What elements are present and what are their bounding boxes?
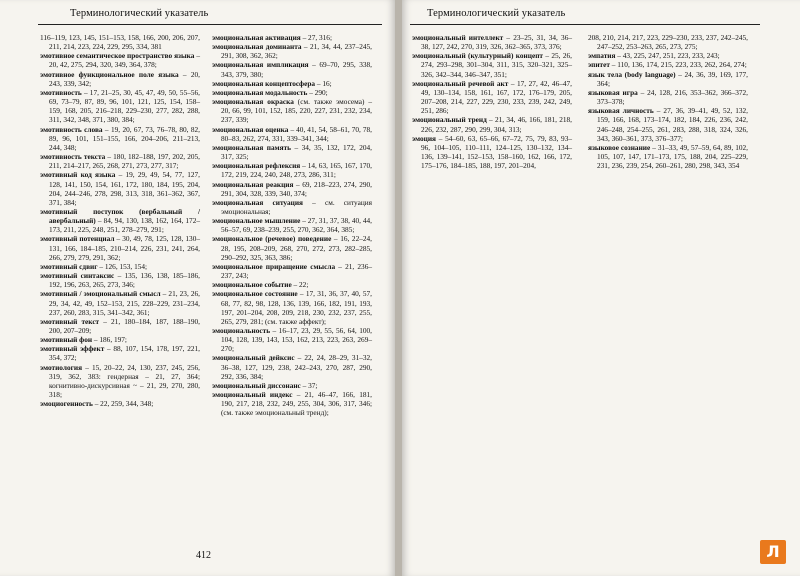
index-pages: – см. ситуация эмоциональная;	[221, 197, 373, 216]
index-pages: – 19, 20, 67, 73, 76–78, 80, 82, 89, 96, 101, 151–155, 166, 204–206, 211–213, 244, 348;	[49, 124, 200, 152]
index-term: эмоциональный интеллект	[412, 33, 504, 42]
index-pages: – 22;	[291, 280, 309, 290]
index-entry	[40, 289, 200, 316]
index-pages: – 20, 42, 275, 294, 320, 349, 364, 378;	[49, 51, 200, 70]
index-term: язык тела (body language)	[588, 69, 676, 79]
index-pages: – 84, 94, 130, 138, 162, 164, 172–173, 211, 225, 248, 251, 278–279, 291;	[49, 216, 200, 235]
index-pages: – 21, 46–47, 166, 181, 190, 217, 218, 232, 249, 255, 304, 306, 317, 346; (см. также эмоциональный тренд);	[221, 390, 372, 418]
index-entry	[212, 125, 372, 143]
index-entry	[212, 180, 372, 198]
index-term: эмотивное функциональное поле языка	[40, 69, 179, 79]
left-index-column-1	[40, 33, 200, 408]
index-pages: – 27, 316;	[300, 33, 332, 42]
right-running-header: Терминологический указатель	[427, 8, 566, 19]
index-pages: – 31–33, 49, 57–59, 64, 89, 102, 105, 107, 147, 171–173, 175, 188, 204, 225–229, 231, 236, 239, 254, 260–261, 280, 298, 343, 354	[597, 142, 748, 171]
left-header-rule	[38, 24, 382, 25]
index-pages: – 16, 22–24, 28, 195, 208–209, 268, 270, 272, 273, 282–285, 290–292, 325, 363, 386;	[221, 234, 373, 262]
index-entry	[40, 70, 200, 88]
index-pages: – 37;	[300, 380, 318, 390]
index-term: эмоциональность	[212, 326, 271, 335]
index-term: эмоциональная ситуация	[212, 197, 303, 207]
index-pages: – 135, 136, 138, 185–186, 192, 196, 263, 265, 273, 346;	[49, 271, 200, 290]
index-term: эмоциональный индекс	[212, 390, 293, 400]
index-term: эмотивный потенциал	[40, 234, 115, 244]
index-entry	[40, 271, 200, 289]
index-pages: – 25, 26, 274, 293–298, 301–304, 311, 315, 320–321, 325–326, 342–344, 346–347, 351;	[421, 51, 572, 79]
left-running-header: Терминологический указатель	[70, 8, 209, 19]
index-entry	[40, 152, 200, 170]
index-entry	[412, 33, 572, 51]
index-entry	[40, 51, 200, 69]
index-pages: – 22, 24, 28–29, 31–32, 36–38, 127, 129, 238, 242–243, 270, 287, 290, 292, 336, 384;	[221, 353, 372, 381]
index-entry	[212, 390, 372, 417]
index-term: эмотивность текста	[40, 152, 106, 162]
index-pages: – 40, 41, 54, 58–61, 70, 78, 80–83, 262, 274, 331, 339–341, 344;	[221, 124, 373, 143]
index-entry	[412, 115, 572, 133]
index-entry	[212, 326, 372, 353]
index-term: эмотивный / эмоциональный смысл	[40, 289, 161, 299]
index-entry	[588, 60, 748, 69]
page-number: 412	[196, 550, 211, 561]
index-term: языковая личность	[588, 106, 654, 116]
index-entry	[212, 97, 372, 124]
index-pages: – 21, 180–184, 187, 188–190, 200, 207–209;	[49, 316, 200, 335]
index-pages: 208, 210, 214, 217, 223, 229–230, 233, 237, 242–245, 247–252, 253–263, 265, 273, 275;	[588, 33, 748, 52]
index-entry	[212, 234, 372, 261]
index-entry	[212, 198, 372, 216]
index-entry	[588, 70, 748, 88]
index-entry	[588, 143, 748, 170]
index-pages: – 290;	[307, 87, 328, 97]
index-entry	[212, 216, 372, 234]
index-term: эмоциогенность	[40, 399, 93, 409]
index-entry	[40, 125, 200, 152]
index-pages: – 15, 20–22, 24, 130, 237, 245, 256, 319, 362, 383: гендерная – 21, 27, 364; когнитивно-дискурсивная ~ – 21, 29, 270, 280, 318;	[49, 362, 200, 400]
index-pages: – 17, 27, 42, 46–47, 49, 130–134, 158, 161, 167, 172, 176–179, 205, 207–208, 214, 227, 229, 230, 233, 239, 242, 249, 251, 286;	[421, 78, 572, 116]
index-term: эмоциональная концептосфера	[212, 78, 316, 88]
index-pages: – 69, 218–223, 274, 290, 291, 304, 328, 339, 340, 374;	[221, 179, 373, 198]
index-pages: – 16–17, 23, 29, 55, 56, 64, 100, 104, 128, 139, 143, 153, 162, 213, 223, 263, 269–270;	[221, 326, 372, 354]
right-header-rule	[410, 24, 760, 25]
index-pages: – 110, 136, 174, 215, 223, 233, 262, 264, 274;	[609, 60, 747, 70]
index-entry	[40, 317, 200, 335]
index-entry	[412, 79, 572, 116]
index-term: эмоциональная модальность	[212, 87, 308, 97]
index-term: эмоциональная реакция	[212, 179, 294, 189]
index-pages: – 27, 31, 37, 38, 40, 44, 56–57, 69, 238–239, 255, 270, 362, 364, 385;	[221, 216, 372, 235]
index-pages: – 17, 21–25, 30, 45, 47, 49, 50, 55–56, 69, 73–79, 87, 89, 96, 101, 121, 125, 154, 158–159, 168, 205, 216–218, 229–230, 277, 282, 288, 311, 342, 348, 371, 380, 384;	[49, 87, 200, 125]
index-pages: – 21, 236–237, 243;	[221, 261, 372, 281]
index-entry	[588, 106, 748, 143]
index-pages: – 19, 29, 49, 54, 77, 127, 128, 141, 150, 154, 161, 172, 180, 184, 195, 204, 204, 244–246, 278, 298, 313, 318, 361–362, 367, 371, 384;	[49, 170, 200, 207]
index-pages: – 20, 243, 339, 342;	[49, 69, 200, 88]
index-entry	[212, 79, 372, 88]
index-pages: – 43, 225, 247, 251, 223, 233, 243;	[615, 51, 720, 61]
index-term: эмоциональная память	[212, 142, 292, 152]
index-term: эмоциональная окраска	[212, 97, 294, 107]
index-entry	[412, 51, 572, 78]
index-term: эмоция	[412, 133, 436, 143]
left-index-column-2	[212, 33, 372, 418]
index-pages: – 22, 259, 344, 348;	[92, 399, 154, 409]
index-pages: – 14, 63, 165, 167, 170, 172, 219, 224, 240, 248, 273, 286, 311;	[221, 161, 372, 180]
index-term: эмоциональная рефлексия	[212, 161, 301, 171]
index-pages: – 54–60, 63, 65–66, 67–72, 75, 79, 83, 93–96, 104–105, 110–111, 124–125, 130–132, 134–136, 139–141, 152–153, 158–160, 162, 166, 172, 175–176, 184–185, 188, 197, 201–204,	[421, 133, 572, 171]
index-pages: – 23–25, 31, 34, 36–38, 127, 242, 270, 319, 326, 362–365, 373, 376;	[421, 33, 572, 52]
index-term: эмоциональный тренд	[412, 115, 487, 125]
index-term: эмоциональный диссонанс	[212, 380, 301, 390]
index-entry	[588, 51, 748, 60]
index-term: эмотивный синтаксис	[40, 271, 115, 281]
index-entry	[212, 143, 372, 161]
index-entry	[40, 33, 200, 51]
right-page	[402, 0, 800, 576]
index-pages: 116–119, 123, 145, 151–153, 158, 166, 200, 206, 207, 211, 214, 223, 224, 229, 295, 334, 381	[40, 33, 200, 52]
index-pages: – 180, 182–188, 197, 202, 205, 211, 214–217, 265, 268, 271, 273, 277, 317;	[49, 152, 200, 171]
index-pages: – 88, 107, 154, 178, 197, 221, 354, 372;	[49, 344, 200, 363]
publisher-logo-icon: Л	[760, 540, 786, 564]
index-entry	[40, 335, 200, 344]
index-pages: – 17, 31, 36, 37, 40, 57, 68, 77, 82, 98, 128, 136, 139, 166, 182, 191, 193, 197, 201–204, 208, 209, 218, 230, 232, 237, 255, 265, 279, 281; (см. также аффект);	[221, 289, 372, 326]
index-term: эмотивный текст	[40, 316, 100, 326]
index-term: эмотивность	[40, 87, 82, 97]
index-term: эмотивное семантическое пространство языка	[40, 51, 195, 61]
index-term: эмоциональное состояние	[212, 289, 298, 299]
index-entry	[40, 88, 200, 125]
index-pages: – 27, 36, 39–41, 49, 52, 132, 159, 166, 168, 173–174, 182, 184, 226, 236, 242, 246–248, 254–255, 261, 283, 288, 318, 324, 326, 343, 360–361, 373, 376–377;	[597, 106, 748, 143]
index-term: эмоциональная импликация	[212, 60, 309, 70]
index-entry	[212, 33, 372, 42]
index-term: эмотивный поступок (вербальный / авербальный)	[40, 206, 200, 226]
index-pages: (см. также эмосема) – 20, 66, 99, 101, 152, 185, 220, 227, 231, 232, 234, 237, 339;	[221, 97, 373, 125]
index-entry	[40, 399, 200, 408]
index-entry	[40, 363, 200, 400]
index-pages: – 126, 153, 154;	[97, 261, 148, 271]
index-pages: – 34, 35, 132, 172, 204, 317, 325;	[221, 142, 372, 162]
index-pages: – 186, 197;	[92, 335, 127, 345]
index-term: эмоциональная оценка	[212, 124, 289, 134]
index-entry	[212, 381, 372, 390]
index-term: эмотивный фон	[40, 335, 93, 345]
index-pages: – 21, 34, 44, 237–245, 291, 308, 362, 362;	[221, 42, 372, 61]
index-entry	[412, 134, 572, 171]
right-index-column-1	[412, 33, 572, 170]
index-pages: – 21, 23, 26, 29, 34, 42, 49, 152–153, 215, 228–229, 231–234, 237, 260, 283, 315, 341–342, 361;	[49, 289, 201, 317]
index-entry	[212, 353, 372, 380]
index-term: эмотивность слова	[40, 124, 103, 134]
index-entry	[40, 170, 200, 207]
index-term: эпитет	[588, 60, 610, 70]
index-entry	[40, 344, 200, 362]
index-pages: – 30, 49, 78, 125, 128, 130–131, 166, 184–185, 210–214, 226, 231, 241, 264, 266, 279, 279, 291, 362;	[49, 234, 200, 262]
index-entry	[212, 60, 372, 78]
index-term: эмоциональная активация	[212, 33, 301, 42]
index-entry	[40, 234, 200, 261]
index-entry	[212, 262, 372, 280]
index-term: эмоциональное событие	[212, 280, 292, 290]
index-pages: – 24, 128, 216, 353–362, 366–372, 373–378;	[597, 87, 748, 107]
index-term: эмоциональное приращение смысла	[212, 261, 336, 271]
index-entry	[212, 289, 372, 326]
book-gutter	[395, 0, 402, 576]
index-term: языковое сознание	[588, 142, 651, 152]
index-term: эмотивный код языка	[40, 170, 116, 180]
index-term: эмоциональный (культурный) концепт	[412, 51, 543, 61]
index-term: эмотивный эффект	[40, 344, 105, 354]
index-term: эмоциональное мышление	[212, 216, 301, 226]
index-entry	[212, 280, 372, 289]
index-entry	[212, 42, 372, 60]
index-pages: – 24, 36, 39, 169, 177, 364;	[597, 69, 748, 88]
index-term: эмотиология	[40, 362, 83, 372]
index-term: эмоциональное (речевое) поведение	[212, 234, 332, 244]
index-entry	[588, 33, 748, 51]
index-entry	[212, 88, 372, 97]
index-term: языковая игра	[588, 87, 638, 97]
index-term: эмоциональный речевой акт	[412, 78, 509, 88]
index-pages: – 69–70, 295, 338, 343, 379, 380;	[221, 60, 372, 79]
right-index-column-2	[588, 33, 748, 170]
index-term: эмоциональная доминанта	[212, 42, 302, 52]
index-term: эмоциональный дейксис	[212, 353, 295, 363]
index-term: эмотивный сдвиг	[40, 261, 98, 271]
index-entry	[40, 262, 200, 271]
index-entry	[40, 207, 200, 234]
index-pages: – 21, 34, 46, 166, 181, 218, 226, 232, 287, 290, 299, 304, 313;	[421, 115, 572, 134]
index-pages: – 16;	[315, 78, 332, 88]
left-page	[0, 0, 395, 576]
index-entry	[212, 161, 372, 179]
index-entry	[588, 88, 748, 106]
index-term: эмпатия	[588, 51, 616, 61]
